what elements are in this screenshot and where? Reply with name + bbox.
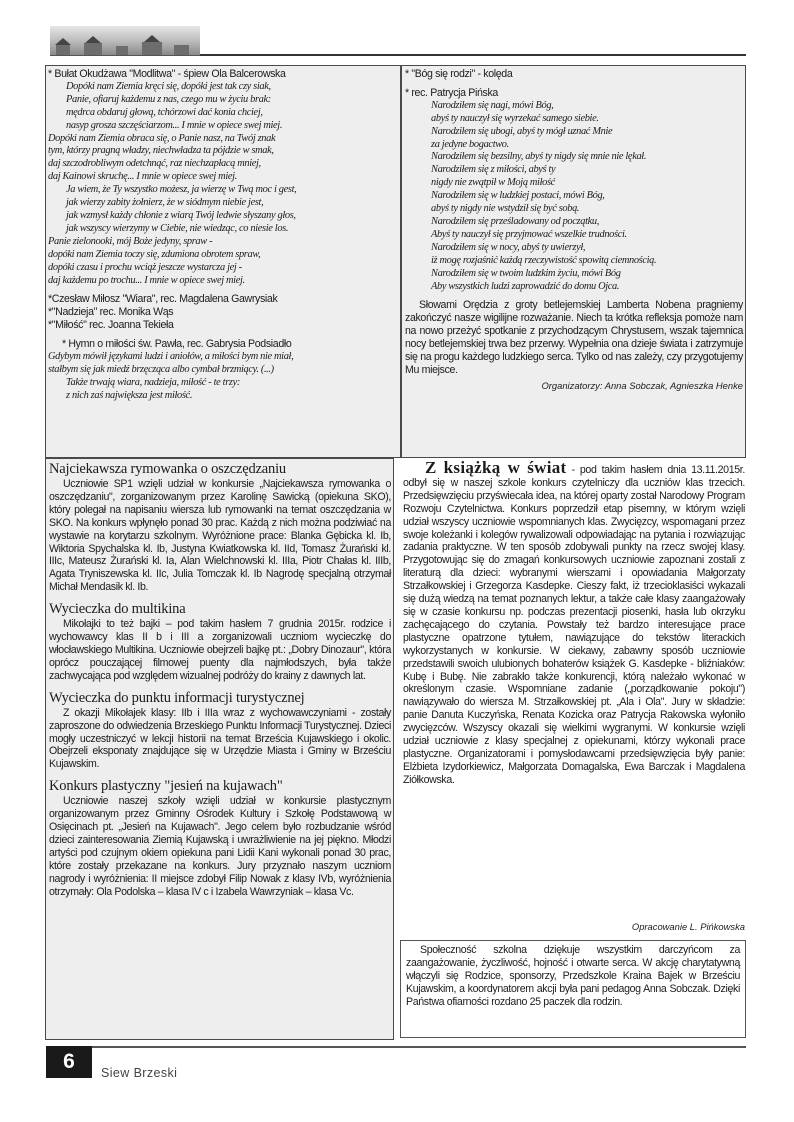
article-heading: Wycieczka do punktu informacji turystycznej xyxy=(49,689,305,706)
poem-line: daj Kainowi skruchę... I mnie w opiece swej miej. xyxy=(48,171,237,183)
carol-line: Aby wszystkich ludzi zaprowadzić do domu Ojca. xyxy=(431,280,620,292)
carol-line: Narodziłem się w nocy, abyś ty uwierzył, xyxy=(431,241,586,253)
recitation-credit: *"Miłość" rec. Joanna Tekieła xyxy=(48,319,174,332)
poem-line: tym, którzy pragną władzy, niechwładza ta pójdzie w smak, xyxy=(48,145,274,157)
carol-line: Abyś ty nauczył się przyjmować wszelkie trudności. xyxy=(431,228,627,240)
carol-recitation: * rec. Patrycja Pińska xyxy=(405,86,498,99)
poem-line: daj każdemu po trochu... I mnie w opiece swej miej. xyxy=(48,274,245,286)
poem-line: dopóki nam Ziemia toczy się, zdumiona obrotem spraw, xyxy=(48,248,261,260)
poetry-box-divider xyxy=(400,66,402,457)
carol-line: nigdy nie zwątpił w Moją miłość xyxy=(431,177,555,189)
poem-line: Panie zielonooki, mój Boże jedyny, spraw - xyxy=(48,235,213,247)
article-heading: Wycieczka do multikina xyxy=(49,601,186,618)
poem-line: jak wszyscy wierzymy w Ciebie, nie wiedząc, co niesie los. xyxy=(66,222,289,234)
article-body: Uczniowie naszej szkoły wzięli udział w konkursie plastycznym organizowanym przez Gminny Ośrodek Kultury i Szkołę Podstawową w Osięcinach pt. „Jesień na Kujawach". Jego celem było rozbudzanie wśród dzieci zainteresowania Ziemią Kujawską i uwrażliwienie na jej piękno. Młodzi artyści pod czujnym okiem opiekuna pani Lidii Kani wykonali ponad 30 prac, które zostały przekazane na konkurs. Jury przyznało naszym uczniom nagrody i wyróżnienia: II miejsce zdobył Filip Nowak z klasy IVb, wyróżnienia otrzymały: Ola Podolska – klasa IV c i Izabela Wawrzyniak – klasa Vc. xyxy=(49,795,391,898)
recitation-credit: *Czesław Miłosz "Wiara", rec. Magdalena Gawrysiak xyxy=(48,293,278,306)
magazine-name: Siew Brzeski xyxy=(101,1066,178,1080)
hymn-title: * Hymn o miłości św. Pawła, rec. Gabrysia Podsiadło xyxy=(62,338,292,351)
carol-line: Narodziłem się ubogi, abyś ty mógł uznać Mnie xyxy=(431,125,613,137)
closing-paragraph: Słowami Orędzia z groty betlejemskiej Lamberta Nobena pragniemy zakończyć nasze wigilijne rozważanie. Niech ta krótka refleksja pomoże nam na nowo przeżyć spotkanie z przychodzącym Chrystusem, wszak tajemnica nocy betlejemskiej trwa bez przerwy. Wypełnia ona dzieje świata i zatrzymuje się na progu każdego ludzkiego serca. Tylko od nas zależy, czy przygotujemy Mu miejsce. xyxy=(405,299,743,376)
recitation-credit: *"Nadzieja" rec. Monika Wąs xyxy=(48,306,174,319)
organizers-credit: Organizatorzy: Anna Sobczak, Agnieszka Henke xyxy=(541,379,743,391)
poem-line: Ja wiem, że Ty wszystko możesz, ja wierzę w Twą moc i gest, xyxy=(66,184,297,196)
poetry-right-column xyxy=(405,68,743,393)
poem-line: Dopóki nam Ziemia kręci się, dopóki jest tak czy siak, xyxy=(66,80,271,92)
carol-title: * "Bóg się rodzi" - kolęda xyxy=(405,68,513,80)
poem-line: jak wierzy zabity żołnierz, że w siódmym niebie jest, xyxy=(66,197,264,209)
carol-line: iż mogę rozjaśnić każdą rzeczywistość spowitą ciemnością. xyxy=(431,254,657,266)
page-number: 6 xyxy=(46,1046,92,1078)
article-body: Uczniowie SP1 wzięli udział w konkursie „Najciekawsza rymowanka o oszczędzaniu", zorganizowanym przez Karolinę Sawicką (opiekuna SKO), który polegał na napisaniu wiersza lub rymowanki na temat oszczędzania w SKO. Na konkurs wpłynęło ponad 30 prac. Każdą z nich można podziwiać na wystawie na korytarzu szkolnym. Wyróżnione prace: Blanka Gębicka kl. Ib, Wiktoria Spychalska kl. Ib, Justyna Kwiatkowska kl. IId, Tomasz Żurański kl. IIIc, Mateusz Żurański kl. Ia, Alan Wielchnowski kl. IIIa, Piotr Chałas kl. IIIb, Agata Tryniszewska kl. IIc, Julia Tomczak kl. Ib Nagrodę specjalną otrzymał Michał Mendasik kl. Ib. xyxy=(49,478,391,594)
poem-line: Dopóki nam Ziemia obraca się, o Panie nasz, na Twój znak xyxy=(48,132,276,144)
reading-contest-credit: Opracowanie L. Pińkowska xyxy=(631,921,745,932)
header-photo xyxy=(50,26,200,56)
hymn-line: stałbym się jak miedź brzęcząca albo cymbał brzmiący. (...) xyxy=(48,363,274,375)
carol-line: za jedyne bogactwo. xyxy=(431,138,509,150)
article-body: Mikołajki to też bajki – pod takim hasłem 7 grudnia 2015r. rodzice i wychowawcy klas II b i III a zorganizowali uczniom wycieczkę do włocławskiego Multikina. Uczniowie obejrzeli bajkę pt.: „Dobry Dinozaur", która oprócz pouczającej filmowej puenty dla najmłodszych, była także zachwycająca pod względem wizualnej podróży do krainy z dawnych lat. xyxy=(49,618,391,682)
article-body: Z okazji Mikołajek klasy: IIb i IIIa wraz z wychowawczyniami - zostały zaproszone do odwiedzenia Brzeskiego Punktu Informacji Turystycznej. Dzieci mogły uczestniczyć w lekcji historii na temat Brześcia Kujawskiego i okolic. Obejrzeli eksponaty znajdujące się w Urzędzie Miasta i Gminy w Brześciu Kujawskim. xyxy=(49,706,391,771)
footer-rule xyxy=(92,1046,746,1048)
carol-line: abyś ty nauczył się wyrzekać samego siebie. xyxy=(431,112,599,124)
article-heading: Najciekawsza rymowanka o oszczędzaniu xyxy=(49,461,286,477)
carol-line: Narodziłem się nagi, mówi Bóg, xyxy=(431,99,554,111)
hymn-line: z nich zaś największa jest miłość. xyxy=(66,389,193,401)
carol-line: abyś ty nigdy nie wstydził się być sobą. xyxy=(431,203,580,215)
carol-line: Narodziłem się bezsilny, abyś ty nigdy się mnie nie lękał. xyxy=(431,151,647,163)
carol-line: Narodziłem się prześladowany od początku, xyxy=(431,215,599,227)
reading-contest-body: - pod takim hasłem dnia 13.11.2015r. odbył się w naszej szkole konkurs czytelniczy dla uczniów klas trzecich. Przedsięwzięciu przyświecała idea, na której oparty został Narodowy Program Rozwoju Czytelnictwa. Konkurs poprzedził etap pisemny, w którym wzięli udział wszyscy uczniowie wspomnianych klas. Zwycięzcy, wspomagani przez swoje koleżanki i kolegów rywalizowali odpowiadając na pytania i rozwiązując zadania praktyczne. W ten sposób zdobywali punkty na rzecz swojej klasy. Przygotowując się do zmagań konkursowych uczniowie zapoznani zostali z literaturą dla dzieci: wybranymi wierszami i opowiadania Małgorzaty Strzałkowskiej i Grzegorza Kasdepke. Cieszy fakt, iż trzecioklasiści wykazali się dużą wiedzą na temat poznanych lektur, a także całe klasy zaangażowały się w czasie konkursu np. podczas prezentacji piosenki, hasła lub okrzyku zachęcającego do czytania. Powstały też bardzo interesujące prace plastyczne opatrzone tytułem, nawiązujące do tekstów literackich wykorzystanych w konkursie. W ciekawy, zabawny sposób uczniowie przedstawili swoich ulubionych bohaterów książek G. Kasdepke - bliźniaków: Kubę i Bubę. Nie zabrakło także konkurencji, którą należało wykonać w określonym czasie. Wspomniane zadanie („porządkowanie pokoju") nawiązywało do wiersza M. Strzałkowskiej pt. „Ala i Ola". Jury w składzie: panie Danuta Kuczyńska, Renata Kozicka oraz Patrycja Rakowska wyłoniło zwycięzców. Wszyscy okazali się wielkimi wygranymi. W konkursie wzięli udział uczniowie z klasy specjalnej z opiekunami, którzy wykonali prace plastyczne. Organizatorami i pomysłodawcami przedsięwzięcia były panie: Elżbieta Izydorkiewicz, Małgorzata Domagalska, Ewa Barczak i Magdalena Ziółkowska. xyxy=(403,464,745,786)
poem-title: * Bułat Okudżawa "Modlitwa" - śpiew Ola Balcerowska xyxy=(48,68,286,80)
poetry-left-column xyxy=(48,68,393,403)
hymn-line: Gdybym mówił językami ludzi i aniołów, a miłości bym nie miał, xyxy=(48,351,294,363)
article-heading: Konkurs plastyczny "jesień na kujawach" xyxy=(49,778,283,795)
reading-contest-article xyxy=(403,458,745,787)
poem-line: jak wzmysł każdy chłonie z wiarą Twój ledwie słyszany głos, xyxy=(66,209,296,221)
poem-line: daj szczodrobliwym odetchnąć, raz niechzapłacą mniej, xyxy=(48,158,261,170)
thanks-text: Społeczność szkolna dziękuje wszystkim darczyńcom za zaangażowanie, życzliwość, hojność i otwarte serca. W akcję charytatywną włączyli się Rodzice, sponsorzy, Przedszkole Kraina Bajek w Brześciu Kujawskim, a koordynatorem akcji była pani pedagog Anna Sobczak. Dzięki Państwa ofiarności rozdano 25 paczek dla rodzin. xyxy=(406,944,740,1008)
poem-line: dopóki czasu i prochu wciąż jeszcze wystarcza jej - xyxy=(48,261,242,273)
school-news-column xyxy=(49,461,391,898)
poem-line: nasyp grosza szczęściarzom... I mnie w opiece swej miej. xyxy=(66,119,283,131)
carol-line: Narodziłem się z miłości, abyś ty xyxy=(431,164,556,176)
poem-line: Panie, ofiaruj każdemu z nas, czego mu w życiu brak: xyxy=(66,93,271,105)
hymn-line: Także trwają wiara, nadzieja, miłość - te trzy: xyxy=(66,376,240,388)
poem-line: mędrca obdaruj głową, tchórzowi dać konia chciej, xyxy=(66,106,263,118)
carol-line: Narodziłem się w twoim ludzkim życiu, mówi Bóg xyxy=(431,267,621,279)
carol-line: Narodziłem się w ludzkiej postaci, mówi Bóg, xyxy=(431,190,605,202)
reading-contest-heading: Z książką w świat xyxy=(425,458,567,477)
header-rule xyxy=(200,54,746,56)
